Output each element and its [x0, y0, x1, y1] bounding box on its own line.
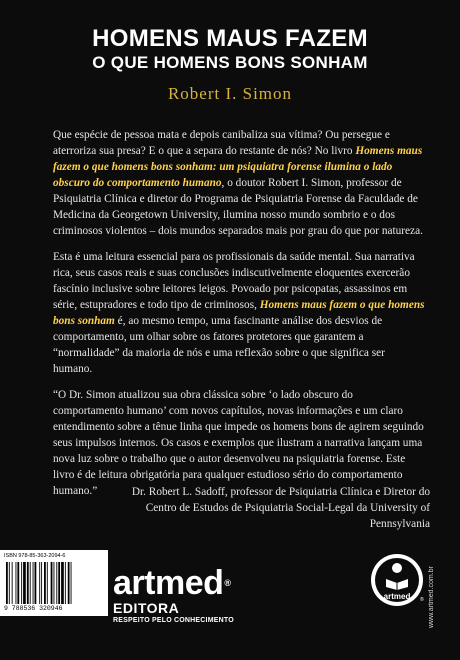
barcode-bar: [65, 562, 66, 604]
barcode-bar: [9, 562, 10, 604]
barcode-bar: [27, 562, 29, 604]
barcode-bar: [35, 562, 37, 604]
reader-logo-icon: [370, 552, 426, 608]
book-subtitle: O QUE HOMENS BONS SONHAM: [92, 53, 368, 72]
barcode-bar: [68, 562, 70, 604]
publisher-url: www.artmed.com.br: [428, 566, 435, 628]
author-name: Robert I. Simon: [167, 84, 293, 103]
barcode-bar: [58, 562, 60, 604]
synopsis-2-text: Esta é uma leitura essencial para os profissionais da saúde mental. Sua narrativa rica, seus casos reais e suas conclusões indiscutivelmente eloquentes exercerão fascínio inclusive sobre leitores leigos. Povoado por psicopatas, assassinos em série, estupradores e todo tipo de criminosos,: [53, 251, 415, 311]
endorsement-attribution: Dr. Robert L. Sadoff, professor de Psiquiatria Clínica e Diretor do Centro de Estudos de Psiquiatria Social-Legal da University of Pennsylvania: [131, 486, 430, 530]
barcode-bar: [54, 562, 55, 604]
publisher-name: artmed: [113, 564, 224, 602]
publisher-logo-wordmark: [113, 566, 231, 600]
barcode-bar: [21, 562, 22, 604]
barcode-number: 9 788536 320946: [4, 605, 63, 612]
barcode-bar: [33, 562, 34, 604]
barcode-bar: [71, 562, 72, 604]
barcode-bar: [61, 562, 64, 604]
barcode-bar: [51, 562, 53, 604]
publisher-imprint: EDITORA: [113, 600, 180, 616]
barcode-bar: [30, 562, 31, 604]
logo-registered-mark: ®: [420, 597, 424, 603]
synopsis-paragraph-1: [53, 127, 425, 239]
barcode-bar: [39, 562, 40, 604]
synopsis-paragraph-2: [53, 249, 425, 377]
barcode-bar: [12, 562, 13, 604]
synopsis-1-highlight: Homens maus fazem o que homens bons sonham: um psiquiatra forense ilumina o lado obscuro do comportamento humano: [53, 145, 423, 189]
synopsis-1-text: Que espécie de pessoa mata e depois canibaliza sua vítima? Ou persegue e aterroriza sua presa? E o que a separa do restante de nós? No livro: [53, 129, 390, 157]
barcode-bar: [6, 562, 8, 604]
barcode-bar: [17, 562, 19, 604]
logo-caption: artmed: [383, 592, 411, 601]
barcode-bar: [44, 562, 46, 604]
endorsement-quote: “O Dr. Simon atualizou sua obra clássica sobre ‘o lado obscuro do comportamento humano’ com novos capítulos, novas informações e um claro entendimento sobre a tênue linha que impede os homens bons de agirem seguindo seus impulsos internos. Os casos e exemplos que ilustram a narrativa lançam uma nova luz sobre o trabalho que o autor desenvolveu na psiquiatria forense. Este livro é de leitura obrigatória para qualquer estudioso sério do comportamento humano.”: [53, 389, 424, 497]
synopsis-2-highlight: Homens maus fazem o que homens bons sonham: [53, 299, 425, 327]
barcode-bars: [4, 562, 104, 604]
book-title: HOMENS MAUS FAZEM: [92, 25, 368, 52]
barcode-bar: [41, 562, 42, 604]
synopsis-2-text-end: é, ao mesmo tempo, uma fascinante análise dos desvios de comportamento, um olhar sobre os fatores protetores que garantem a “normalidade” da maioria de nós e uma reflexão sobre o que significa ser humano.: [53, 315, 385, 375]
synopsis-1-text-end: , o doutor Robert I. Simon, professor de Psiquiatria Clínica e diretor do Programa de Psiquiatria Forense da Faculdade de Medicina da Georgetown University, ilumina nosso mundo sombrio e o dos criminosos violentos – dois mundos separados mais por grau do que por natureza.: [53, 177, 423, 237]
publisher-slogan: RESPEITO PELO CONHECIMENTO: [113, 617, 234, 624]
isbn-label: ISBN 978-85-363-2094-6: [4, 553, 66, 559]
barcode-bar: [47, 562, 48, 604]
registered-mark: ®: [224, 578, 231, 588]
barcode-bar: [23, 562, 26, 604]
barcode: [0, 550, 108, 616]
barcode-bar: [56, 562, 57, 604]
barcode-bar: [16, 562, 17, 604]
